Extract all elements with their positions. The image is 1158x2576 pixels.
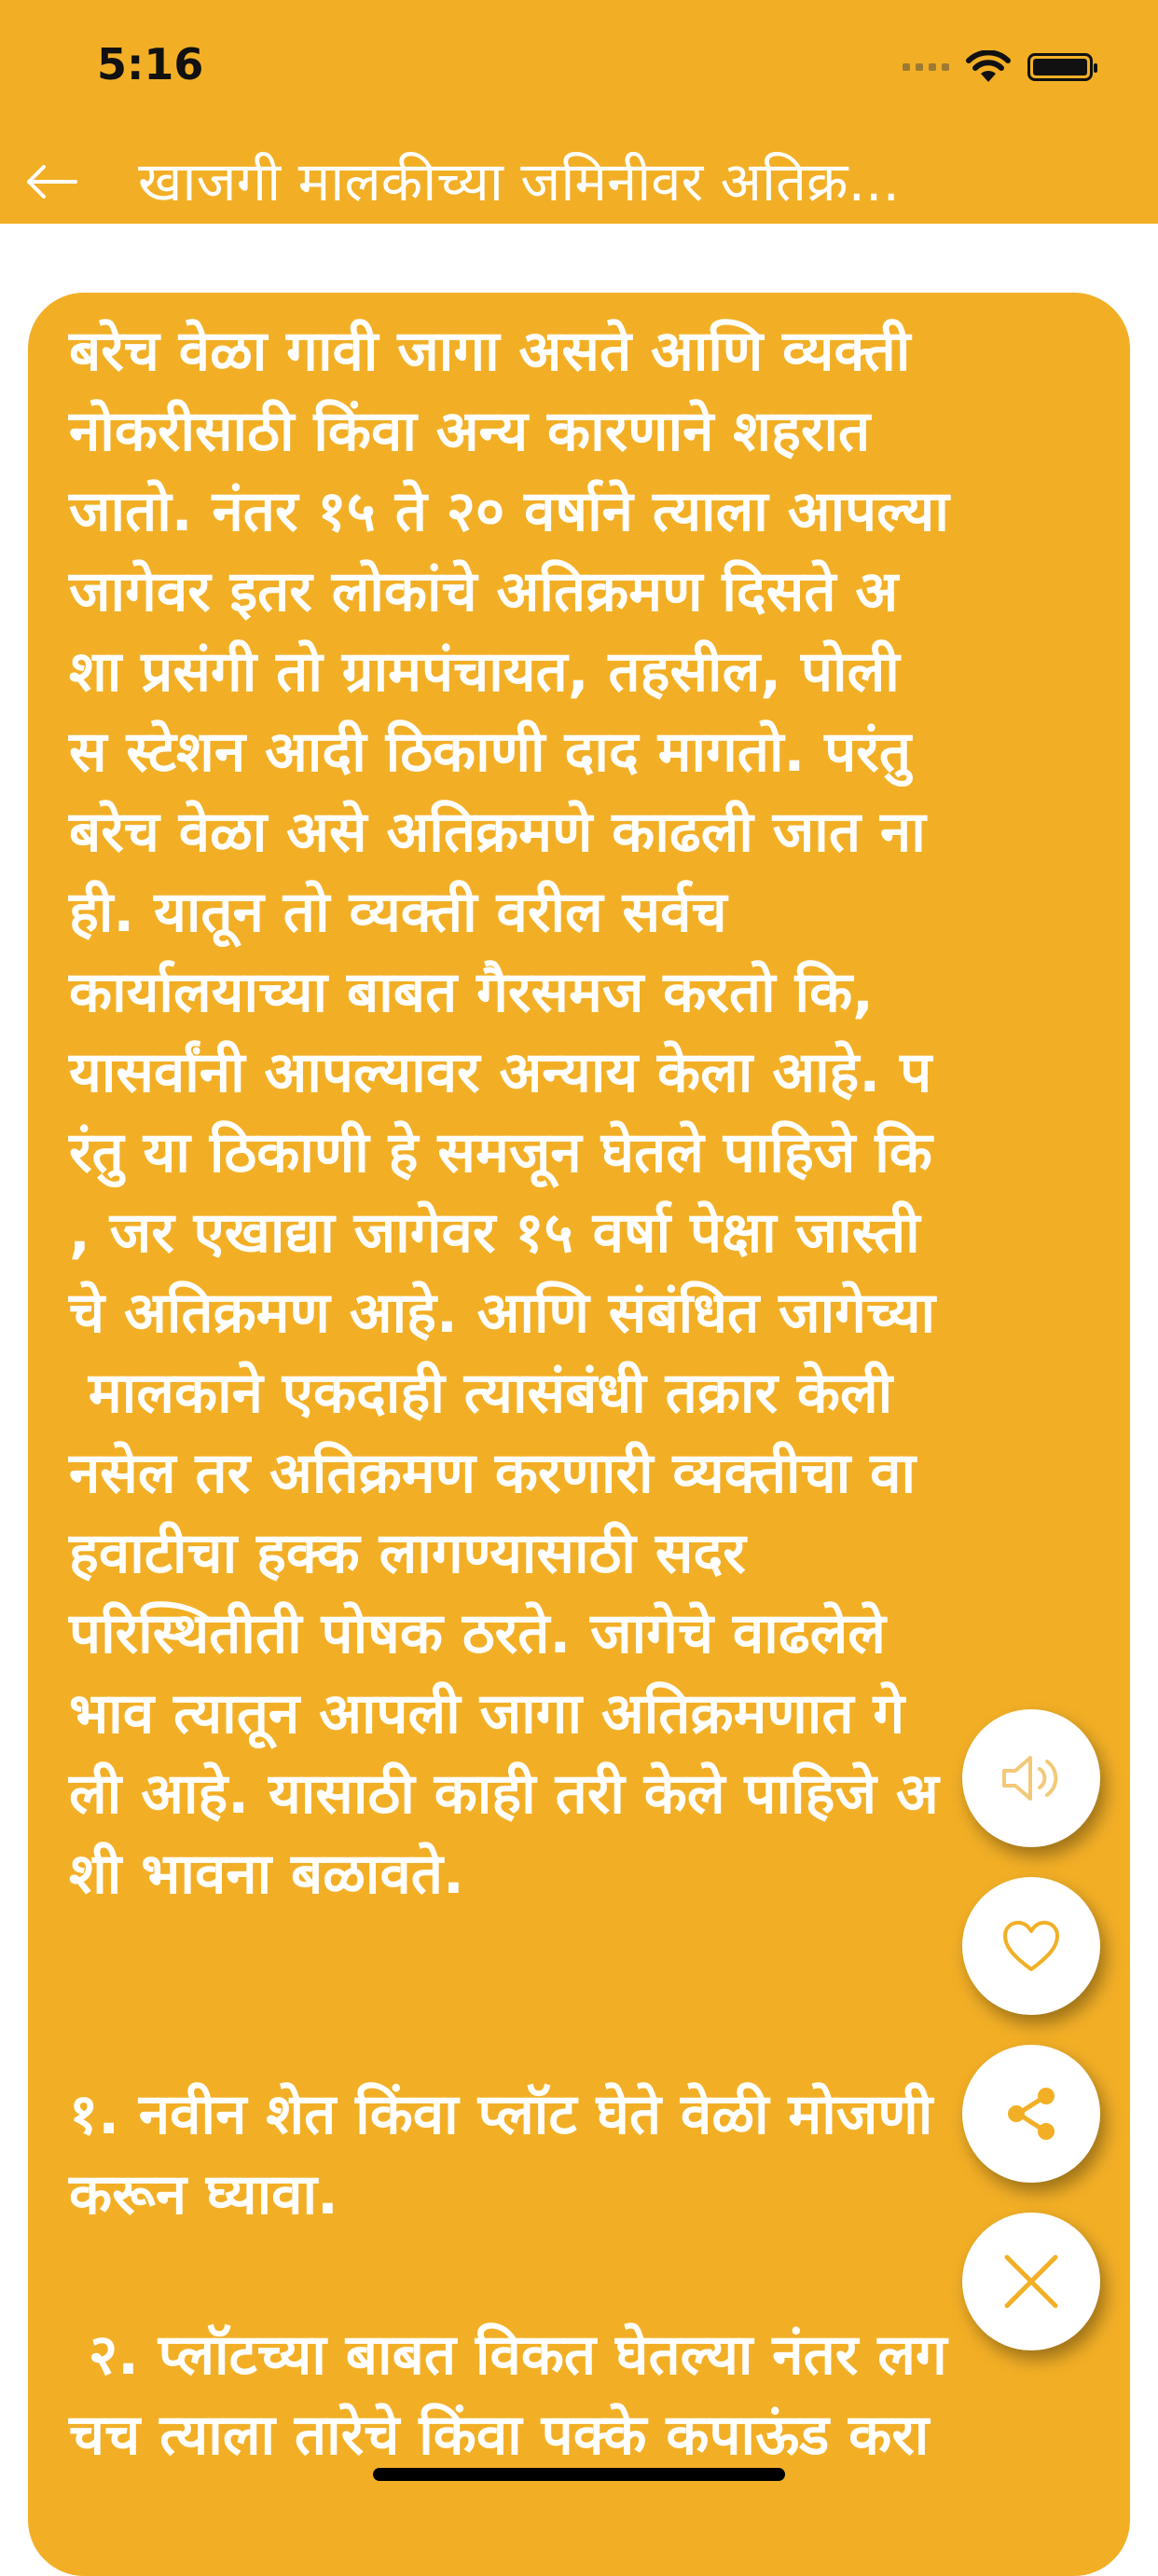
status-bar <box>0 0 1158 140</box>
speaker-icon <box>999 1750 1064 1806</box>
cellular-signal-icon <box>903 63 949 71</box>
article-card <box>28 293 1130 2576</box>
share-button[interactable] <box>962 2045 1100 2183</box>
app-bar <box>0 140 1158 224</box>
status-time: 5:16 <box>97 39 204 89</box>
battery-icon <box>1027 53 1093 81</box>
close-icon <box>1001 2252 1061 2311</box>
share-icon <box>1001 2084 1061 2144</box>
wifi-icon <box>966 50 1011 84</box>
article-body: बरेच वेळा गावी जागा असते आणि व्यक्ती नोकरीसाठी किंवा अन्य कारणाने शहरात जातो. नंतर १५ ते २० वर्षाने त्याला आपल्या जागेवर इतर लोकांचे अतिक्रमण दिसते अ शा प्रसंगी तो ग्रामपंचायत, तहसील, पोली स स्टेशन आदी ठिकाणी दाद मागतो. परंतु बरेच वेळा असे अतिक्रमणे काढली जात ना ही. यातून तो व्यक्ती वरील सर्वच कार्यालयाच्या बाबत गैरसमज करतो कि, यासर्वांनी आपल्यावर अन्याय केला आहे. प रंतु या ठिकाणी हे समजून घेतले पाहिजे कि , जर एखाद्या जागेवर १५ वर्षा पेक्षा जास्ती चे अतिक्रमण आहे. आणि संबंधित जागेच्या मालकाने एकदाही त्यासंबंधी तक्रार केली नसेल तर अतिक्रमण करणारी व्यक्तीचा वा हवाटीचा हक्क लागण्यासाठी सदर परिस्थितीती पोषक ठरते. जागेचे वाढलेले भाव त्यातून आपली जागा अतिक्रमणात गे ली आहे. यासाठी काही तरी केले पाहिजे अ शी भावना बळावते. १. नवीन शेत किंवा प्लॉट घेते वेळी मोजणी करून घ्यावा. २. प्लॉटच्या बाबत विकत घेतल्या नंतर लग चच त्याला तारेचे किंवा पक्के कपाऊंड करा <box>69 319 949 2468</box>
arrow-left-icon <box>25 163 77 200</box>
favorite-button[interactable] <box>962 1877 1100 2015</box>
speaker-button[interactable] <box>962 1709 1100 1847</box>
heart-icon <box>1001 1919 1061 1973</box>
home-indicator <box>373 2468 785 2481</box>
close-button[interactable] <box>962 2213 1100 2350</box>
page-title: खाजगी मालकीच्या जमिनीवर अतिक्र... <box>138 150 900 213</box>
back-button[interactable] <box>19 149 84 214</box>
status-icons <box>903 48 1093 86</box>
